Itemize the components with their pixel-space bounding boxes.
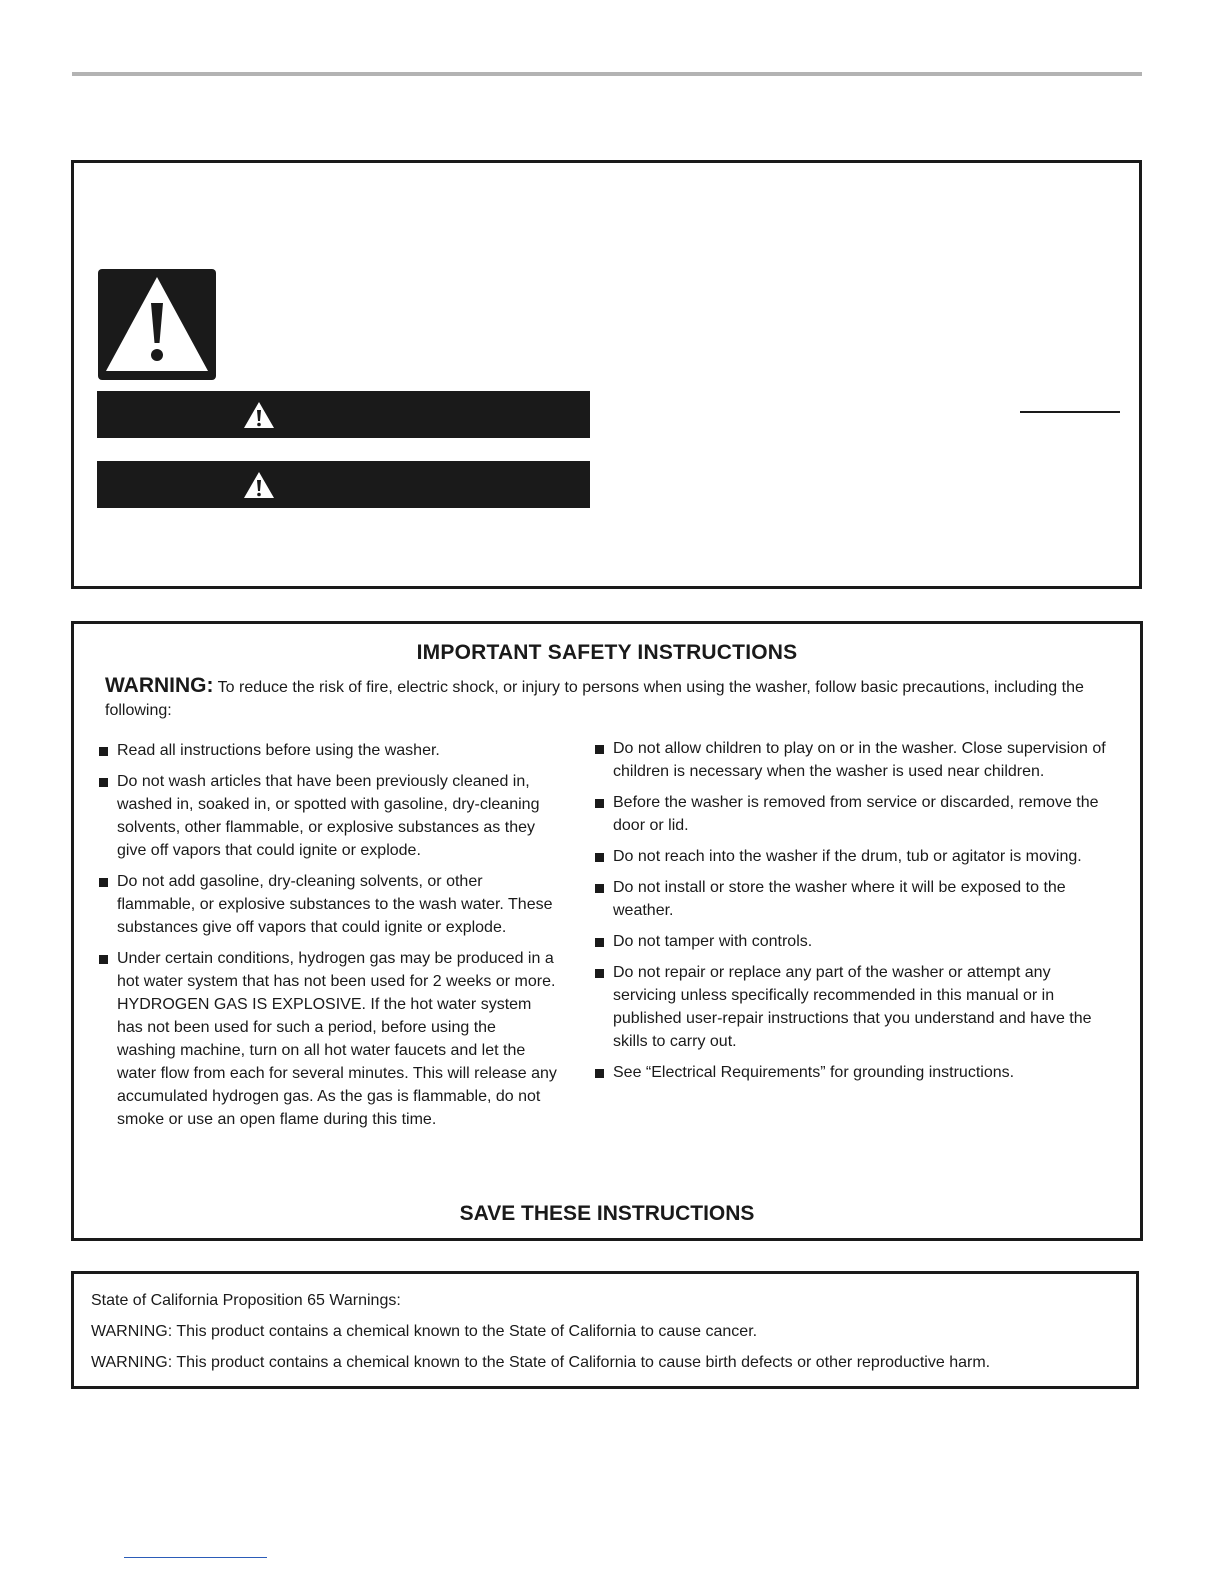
prop65-warnings <box>71 1271 1139 1389</box>
alert-icon <box>243 401 275 429</box>
list-item: Under certain conditions, hydrogen gas may be produced in a hot water system that has not been used for 2 weeks or more. HYDROGEN GAS IS EXPLOSIVE. If the hot water system has not been used for such a period, before using the washing machine, turn on all hot water faucets and let the water flow from each for several minutes. This will release any accumulated hydrogen gas. As the gas is flammable, do not smoke or use an open flame during this time. <box>99 947 559 1131</box>
square-bullet-icon <box>595 799 604 808</box>
list-item: Do not allow children to play on or in the washer. Close supervision of children is necessary when the washer is used near children. <box>595 737 1115 783</box>
safety-alert-box <box>71 160 1142 589</box>
list-item: Do not repair or replace any part of the washer or attempt any servicing unless specifically recommended in this manual or in published user-repair instructions that you understand and have the skills to carry out. <box>595 961 1115 1053</box>
square-bullet-icon <box>595 853 604 862</box>
square-bullet-icon <box>99 878 108 887</box>
save-instructions-title: SAVE THESE INSTRUCTIONS <box>459 1202 755 1225</box>
list-item: Do not tamper with controls. <box>595 930 1115 953</box>
instructions-right-column <box>595 737 1115 1092</box>
list-item: Before the washer is removed from service or discarded, remove the door or lid. <box>595 791 1115 837</box>
square-bullet-icon <box>595 969 604 978</box>
safety-alert-symbol <box>98 269 216 380</box>
list-item: Do not install or store the washer where it will be exposed to the weather. <box>595 876 1115 922</box>
square-bullet-icon <box>99 747 108 756</box>
square-bullet-icon <box>595 884 604 893</box>
footer-link-rule <box>124 1557 267 1558</box>
list-item: See “Electrical Requirements” for grounding instructions. <box>595 1061 1115 1084</box>
instructions-left-column <box>99 739 559 1139</box>
header-rule <box>72 72 1142 76</box>
list-item: Do not add gasoline, dry-cleaning solvents, or other flammable, or explosive substances to the wash water. These substances give off vapors that could ignite or explode. <box>99 870 559 939</box>
underline-rule <box>1020 411 1120 413</box>
list-item: Do not wash articles that have been previously cleaned in, washed in, soaked in, or spotted with gasoline, dry-cleaning solvents, other flammable, or explosive substances as they give off vapors that could ignite or explode. <box>99 770 559 862</box>
prop65-cancer-warning: WARNING: This product contains a chemical known to the State of California to cause cancer. <box>91 1323 758 1340</box>
warning-signal-bar <box>97 461 590 508</box>
square-bullet-icon <box>99 778 108 787</box>
list-item: Do not reach into the washer if the drum, tub or agitator is moving. <box>595 845 1115 868</box>
list-item: Read all instructions before using the washer. <box>99 739 559 762</box>
important-safety-instructions <box>71 621 1143 1241</box>
square-bullet-icon <box>595 938 604 947</box>
square-bullet-icon <box>595 745 604 754</box>
section-title: IMPORTANT SAFETY INSTRUCTIONS <box>416 641 798 664</box>
prop65-heading: State of California Proposition 65 Warnings: <box>91 1292 401 1309</box>
warning-intro <box>105 674 1115 722</box>
square-bullet-icon <box>99 955 108 964</box>
warning-label: WARNING: <box>105 674 214 697</box>
warning-text: To reduce the risk of fire, electric shock, or injury to persons when using the washer, follow basic precautions, including the following: <box>105 679 1084 719</box>
warning-triangle-icon <box>98 269 216 380</box>
danger-signal-bar <box>97 391 590 438</box>
prop65-reproductive-warning: WARNING: This product contains a chemical known to the State of California to cause birth defects or other reproductive harm. <box>91 1354 991 1371</box>
square-bullet-icon <box>595 1069 604 1078</box>
alert-icon <box>243 471 275 499</box>
